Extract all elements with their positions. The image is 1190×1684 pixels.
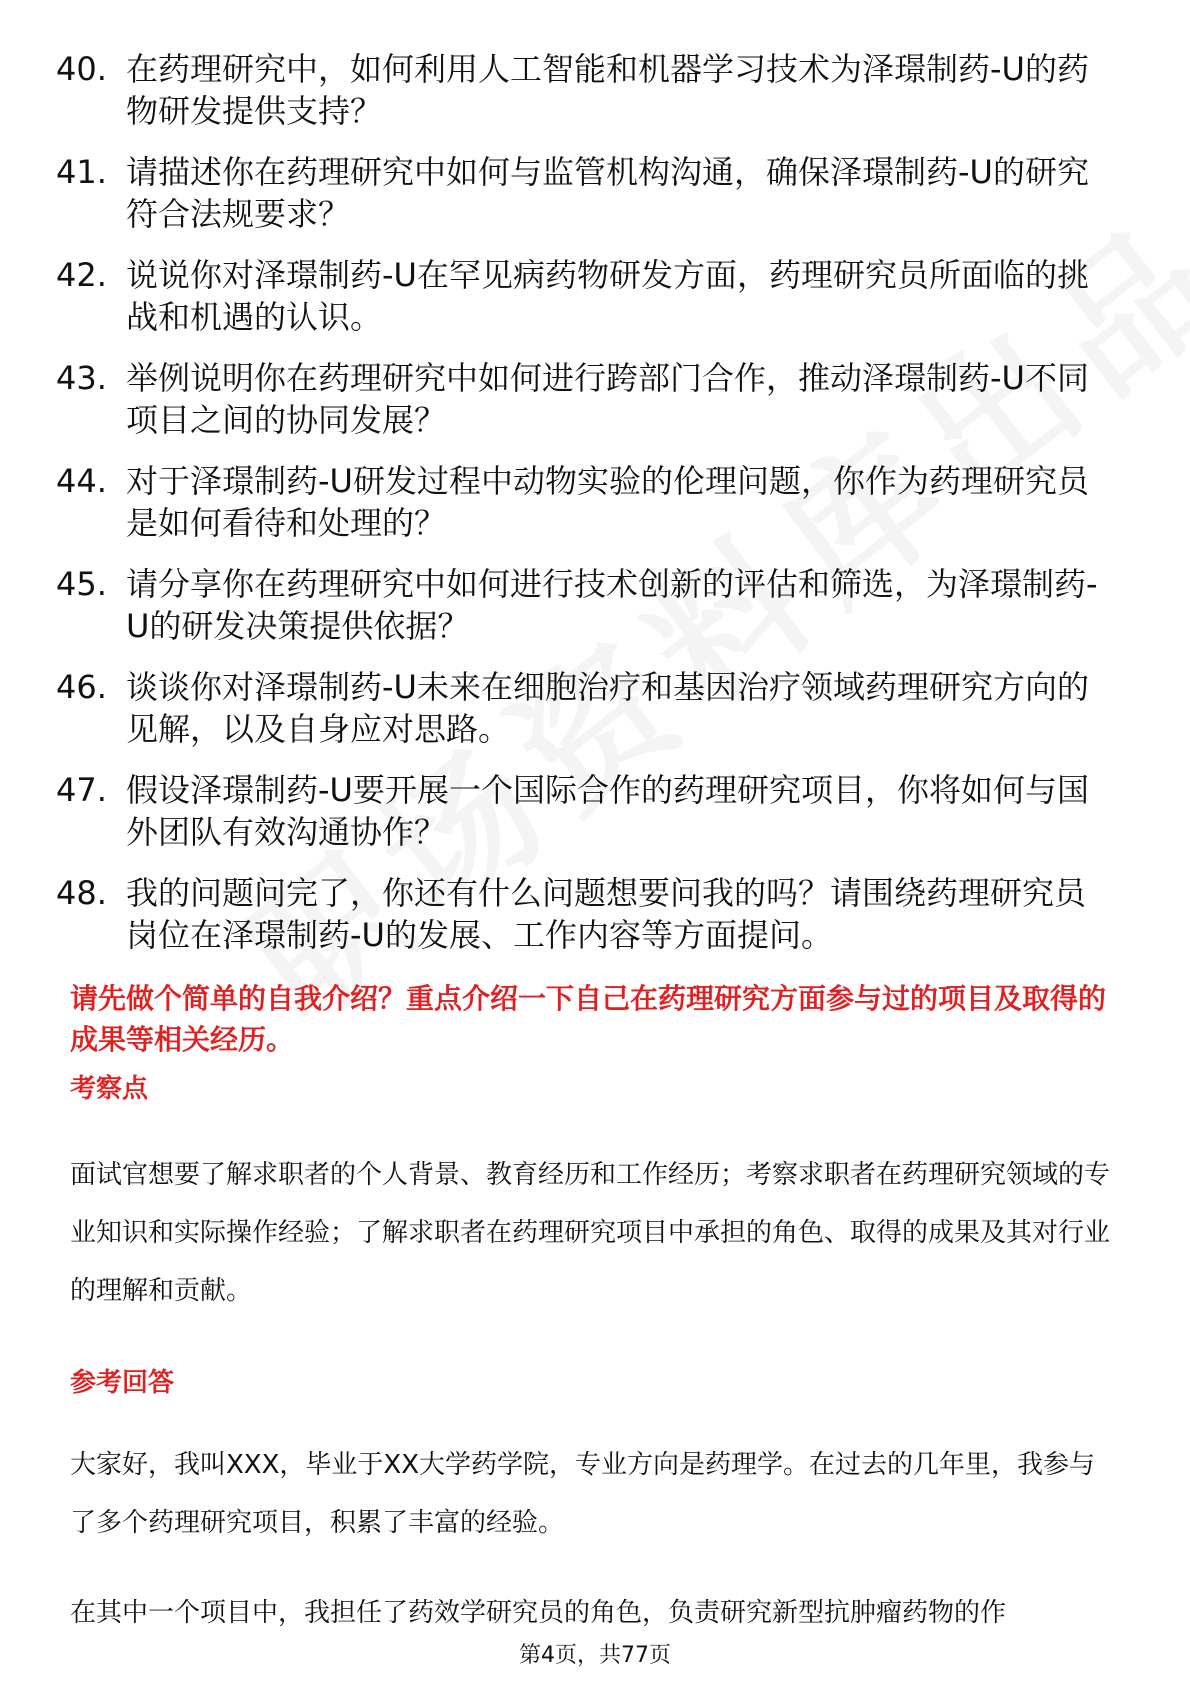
question-number: 45. bbox=[56, 565, 107, 603]
question-text: 请描述你在药理研究中如何与监管机构沟通，确保泽璟制药-U的研究符合法规要求？ bbox=[126, 153, 1089, 233]
question-text: 谈谈你对泽璟制药-U未来在细胞治疗和基因治疗领域药理研究方向的见解，以及自身应对思路。 bbox=[126, 668, 1089, 748]
question-number: 40. bbox=[56, 50, 107, 88]
question-text: 假设泽璟制药-U要开展一个国际合作的药理研究项目，你将如何与国外团队有效沟通协作？ bbox=[126, 771, 1089, 851]
question-item bbox=[56, 48, 1116, 132]
question-item bbox=[56, 769, 1116, 853]
question-number: 41. bbox=[56, 153, 107, 191]
cankao-label: 参考回答 bbox=[70, 1368, 175, 1398]
question-text: 我的问题问完了，你还有什么问题想要问我的吗？请围绕药理研究员岗位在泽璟制药-U的发展、工作内容等方面提问。 bbox=[126, 874, 1087, 954]
featured-question-heading: 请先做个简单的自我介绍？重点介绍一下自己在药理研究方面参与过的项目及取得的成果等相关经历。 bbox=[70, 982, 1107, 1056]
question-text: 举例说明你在药理研究中如何进行跨部门合作，推动泽璟制药-U不同项目之间的协同发展？ bbox=[126, 359, 1089, 439]
question-text: 在药理研究中，如何利用人工智能和机器学习技术为泽璟制药-U的药物研发提供支持？ bbox=[126, 50, 1089, 130]
question-text: 请分享你在药理研究中如何进行技术创新的评估和筛选，为泽璟制药-U的研发决策提供依据？ bbox=[126, 565, 1098, 645]
question-number: 43. bbox=[56, 359, 107, 397]
kaochadian-text: 面试官想要了解求职者的个人背景、教育经历和工作经历；考察求职者在药理研究领域的专业知识和实际操作经验；了解求职者在药理研究项目中承担的角色、取得的成果及其对行业的理解和贡献。 bbox=[70, 1160, 1111, 1306]
answer-paragraph: 大家好，我叫XXX，毕业于XX大学药学院，专业方向是药理学。在过去的几年里，我参与了多个药理研究项目，积累了丰富的经验。 bbox=[70, 1450, 1096, 1538]
question-text: 对于泽璟制药-U研发过程中动物实验的伦理问题，你作为药理研究员是如何看待和处理的？ bbox=[126, 462, 1089, 542]
question-item bbox=[56, 563, 1116, 647]
question-number: 47. bbox=[56, 771, 107, 809]
question-number: 48. bbox=[56, 874, 107, 912]
question-number: 46. bbox=[56, 668, 107, 706]
page-footer: 第4页，共77页 bbox=[519, 1643, 671, 1668]
question-number: 44. bbox=[56, 462, 107, 500]
question-item bbox=[56, 872, 1116, 956]
question-item bbox=[56, 357, 1116, 441]
question-item bbox=[56, 666, 1116, 750]
answer-paragraph: 在其中一个项目中，我担任了药效学研究员的角色，负责研究新型抗肿瘤药物的作 bbox=[70, 1598, 1007, 1628]
question-item bbox=[56, 254, 1116, 338]
kaochadian-label: 考察点 bbox=[70, 1074, 149, 1104]
question-text: 说说你对泽璟制药-U在罕见病药物研发方面，药理研究员所面临的挑战和机遇的认识。 bbox=[126, 256, 1089, 336]
question-list bbox=[56, 48, 1116, 975]
question-item bbox=[56, 460, 1116, 544]
question-item bbox=[56, 151, 1116, 235]
question-number: 42. bbox=[56, 256, 107, 294]
